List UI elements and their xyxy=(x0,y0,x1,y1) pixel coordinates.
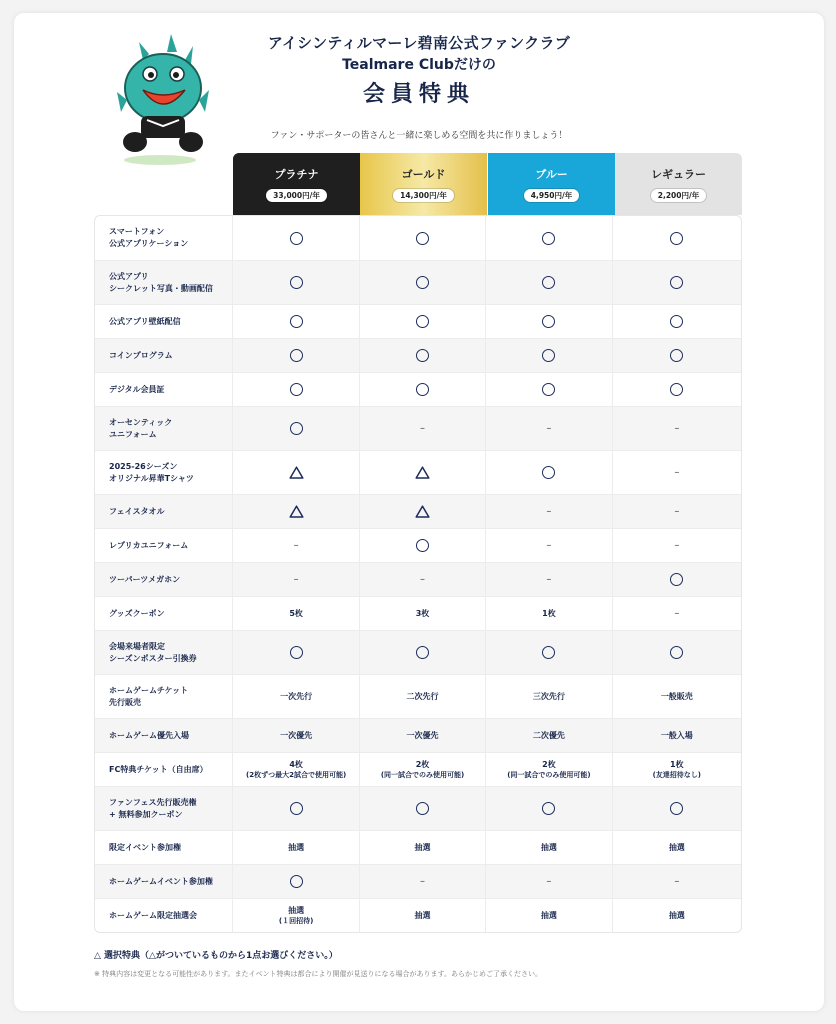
row-label: 限定イベント参加権 xyxy=(95,831,233,864)
table-row xyxy=(95,596,741,630)
cell-platinum xyxy=(233,373,359,406)
cell-platinum xyxy=(233,451,359,494)
cell-regular xyxy=(613,407,741,450)
cell-value: 抽選 xyxy=(668,843,685,852)
tier-price-badge: 4,950円/年 xyxy=(524,189,579,202)
cell-blue xyxy=(486,719,612,752)
tier-header-platinum xyxy=(233,153,360,215)
cell-blue xyxy=(486,865,612,898)
circle-icon xyxy=(542,802,555,815)
circle-icon xyxy=(416,232,429,245)
circle-icon xyxy=(290,232,303,245)
mascot-illustration xyxy=(105,30,220,170)
cell-blue xyxy=(486,787,612,830)
cell-regular xyxy=(613,305,741,338)
row-label: スマートフォン 公式アプリケーション xyxy=(95,216,233,260)
cell-platinum xyxy=(233,675,359,718)
dash-icon: – xyxy=(674,422,680,434)
tier-price-badge: 33,000円/年 xyxy=(266,189,327,202)
cell-note: (同一試合でのみ使用可能) xyxy=(507,771,591,779)
dash-icon: – xyxy=(293,573,299,585)
cell-blue xyxy=(486,373,612,406)
table-row xyxy=(95,406,741,450)
table-row xyxy=(95,830,741,864)
cell-gold xyxy=(360,597,486,630)
table-row xyxy=(95,562,741,596)
row-label: ホームゲーム優先入場 xyxy=(95,719,233,752)
dash-icon: – xyxy=(546,422,552,434)
dash-icon: – xyxy=(546,573,552,585)
cell-platinum xyxy=(233,631,359,674)
row-label: コインプログラム xyxy=(95,339,233,372)
cell-regular xyxy=(613,563,741,596)
cell-note: (１回招待) xyxy=(278,917,314,925)
circle-icon xyxy=(290,276,303,289)
triangle-icon xyxy=(289,466,304,479)
cell-value: 抽選 xyxy=(540,843,557,852)
dash-icon: – xyxy=(674,505,680,517)
circle-icon xyxy=(416,383,429,396)
tier-name: ブルー xyxy=(535,168,568,181)
triangle-icon xyxy=(415,466,430,479)
cell-gold xyxy=(360,216,486,260)
cell-regular xyxy=(613,675,741,718)
row-label: 会場来場者限定 シーズンポスター引換券 xyxy=(95,631,233,674)
table-row xyxy=(95,718,741,752)
row-label: ホームゲームチケット 先行販売 xyxy=(95,675,233,718)
cell-platinum xyxy=(233,899,359,932)
table-row xyxy=(95,674,741,718)
cell-gold xyxy=(360,719,486,752)
row-label: レプリカユニフォーム xyxy=(95,529,233,562)
cell-regular xyxy=(613,529,741,562)
cell-platinum xyxy=(233,865,359,898)
cell-platinum xyxy=(233,787,359,830)
cell-platinum xyxy=(233,719,359,752)
table-row xyxy=(95,450,741,494)
circle-icon xyxy=(670,315,683,328)
cell-blue xyxy=(486,529,612,562)
cell-platinum xyxy=(233,407,359,450)
table-row xyxy=(95,528,741,562)
dash-icon: – xyxy=(546,539,552,551)
tier-price-badge: 2,200円/年 xyxy=(651,189,706,202)
cell-blue xyxy=(486,451,612,494)
cell-value: 二次先行 xyxy=(406,692,439,701)
dash-icon: – xyxy=(674,539,680,551)
cell-gold xyxy=(360,373,486,406)
cell-blue xyxy=(486,563,612,596)
tier-header-regular xyxy=(615,153,742,215)
table-row xyxy=(95,752,741,786)
triangle-icon xyxy=(415,505,430,518)
cell-value: 抽選 xyxy=(540,911,557,920)
cell-gold xyxy=(360,831,486,864)
cell-gold xyxy=(360,675,486,718)
row-label: ホームゲームイベント参加権 xyxy=(95,865,233,898)
subtitle: ファン・サポーターの皆さんと一緒に楽しめる空間を共に作りましょう！ xyxy=(270,131,568,141)
cell-platinum xyxy=(233,216,359,260)
row-label: グッズクーポン xyxy=(95,597,233,630)
table-row xyxy=(95,338,741,372)
cell-value: 1枚 xyxy=(542,609,556,618)
cell-regular xyxy=(613,451,741,494)
dash-icon: – xyxy=(674,875,680,887)
dash-icon: – xyxy=(674,607,680,619)
cell-value: 4枚 xyxy=(289,760,303,769)
cell-platinum xyxy=(233,261,359,304)
cell-blue xyxy=(486,339,612,372)
circle-icon xyxy=(542,646,555,659)
cell-gold xyxy=(360,899,486,932)
circle-icon xyxy=(290,349,303,362)
row-label: FC特典チケット（自由席） xyxy=(95,753,233,786)
cell-value: 3枚 xyxy=(415,609,430,618)
circle-icon xyxy=(416,539,429,552)
tier-name: ゴールド xyxy=(401,168,446,181)
cell-blue xyxy=(486,597,612,630)
table-row xyxy=(95,864,741,898)
cell-blue xyxy=(486,305,612,338)
cell-blue xyxy=(486,216,612,260)
dash-icon: – xyxy=(420,875,426,887)
triangle-icon xyxy=(289,505,304,518)
cell-platinum xyxy=(233,753,359,786)
circle-icon xyxy=(416,802,429,815)
table-row xyxy=(95,304,741,338)
cell-blue xyxy=(486,899,612,932)
cell-regular xyxy=(613,719,741,752)
cell-blue xyxy=(486,753,612,786)
dash-icon: – xyxy=(674,466,680,478)
circle-icon xyxy=(670,573,683,586)
circle-icon xyxy=(416,315,429,328)
cell-value: 二次優先 xyxy=(532,731,565,740)
circle-icon xyxy=(290,315,303,328)
cell-value: 5枚 xyxy=(289,609,303,618)
cell-note: (2枚ずつ最大2試合で使用可能) xyxy=(246,771,347,779)
cell-note: (友達招待なし) xyxy=(652,771,702,779)
tier-name: プラチナ xyxy=(274,168,319,181)
table-row xyxy=(95,898,741,932)
tier-header-blue xyxy=(488,153,615,215)
table-row xyxy=(95,216,741,260)
cell-gold xyxy=(360,787,486,830)
cell-value: 三次先行 xyxy=(532,692,565,701)
cell-gold xyxy=(360,865,486,898)
cell-gold xyxy=(360,451,486,494)
cell-blue xyxy=(486,407,612,450)
circle-icon xyxy=(670,276,683,289)
circle-icon xyxy=(416,349,429,362)
table-row xyxy=(95,786,741,830)
row-label: デジタル会員証 xyxy=(95,373,233,406)
cell-platinum xyxy=(233,495,359,528)
circle-icon xyxy=(670,646,683,659)
cell-platinum xyxy=(233,305,359,338)
circle-icon xyxy=(670,232,683,245)
cell-blue xyxy=(486,631,612,674)
cell-value: 抽選 xyxy=(414,843,431,852)
cell-value: 一次優先 xyxy=(280,731,313,740)
row-label: ファンフェス先行販売権 + 無料参加クーポン xyxy=(95,787,233,830)
circle-icon xyxy=(290,875,303,888)
circle-icon xyxy=(542,466,555,479)
cell-regular xyxy=(613,597,741,630)
cell-value: 抽選 xyxy=(414,911,431,920)
title-club-english: Tealmare Clubだけの xyxy=(342,57,496,73)
circle-icon xyxy=(670,383,683,396)
cell-value: 一次優先 xyxy=(406,731,439,740)
cell-regular xyxy=(613,261,741,304)
cell-platinum xyxy=(233,529,359,562)
cell-gold xyxy=(360,261,486,304)
cell-value: 抽選 xyxy=(668,911,685,920)
circle-icon xyxy=(542,383,555,396)
table-row xyxy=(95,260,741,304)
row-label: 公式アプリ シークレット写真・動画配信 xyxy=(95,261,233,304)
cell-blue xyxy=(486,495,612,528)
circle-icon xyxy=(542,315,555,328)
cell-value: 2枚 xyxy=(415,760,430,769)
cell-regular xyxy=(613,899,741,932)
circle-icon xyxy=(290,646,303,659)
row-label: 2025-26シーズン オリジナル昇華Tシャツ xyxy=(95,451,233,494)
circle-icon xyxy=(670,349,683,362)
cell-blue xyxy=(486,831,612,864)
cell-blue xyxy=(486,261,612,304)
cell-value: 1枚 xyxy=(670,760,684,769)
cell-gold xyxy=(360,753,486,786)
cell-gold xyxy=(360,305,486,338)
page-title: 会員特典 xyxy=(362,82,475,107)
cell-value: 一次先行 xyxy=(280,692,313,701)
title-club-name: アイシンティルマーレ碧南公式ファンクラブ xyxy=(267,34,571,52)
cell-gold xyxy=(360,495,486,528)
disclaimer-note: ※ 特典内容は変更となる可能性があります。またイベント特典は都合により開催が見送りになる場合があります。あらかじめご了承ください。 xyxy=(94,970,542,978)
title-block xyxy=(234,32,604,112)
cell-regular xyxy=(613,495,741,528)
tier-header-gold xyxy=(360,153,487,215)
cell-note: (同一試合でのみ使用可能) xyxy=(380,771,465,779)
cell-value: 抽選 xyxy=(288,906,305,915)
row-label: 公式アプリ壁紙配信 xyxy=(95,305,233,338)
cell-gold xyxy=(360,407,486,450)
tier-name: レギュラー xyxy=(651,168,706,181)
circle-icon xyxy=(542,349,555,362)
cell-gold xyxy=(360,631,486,674)
cell-value: 一般販売 xyxy=(660,692,693,701)
cell-platinum xyxy=(233,597,359,630)
selection-note: △ 選択特典（△がついているものから1点お選びください。） xyxy=(94,951,338,961)
row-label: オーセンティック ユニフォーム xyxy=(95,407,233,450)
cell-regular xyxy=(613,339,741,372)
circle-icon xyxy=(542,276,555,289)
cell-blue xyxy=(486,675,612,718)
circle-icon xyxy=(542,232,555,245)
circle-icon xyxy=(290,422,303,435)
dash-icon: – xyxy=(420,573,426,585)
row-label: フェイスタオル xyxy=(95,495,233,528)
cell-platinum xyxy=(233,831,359,864)
cell-regular xyxy=(613,631,741,674)
cell-platinum xyxy=(233,563,359,596)
row-label: ツーパーツメガホン xyxy=(95,563,233,596)
table-row xyxy=(95,372,741,406)
cell-gold xyxy=(360,339,486,372)
circle-icon xyxy=(416,646,429,659)
dash-icon: – xyxy=(546,875,552,887)
cell-gold xyxy=(360,529,486,562)
cell-regular xyxy=(613,216,741,260)
cell-regular xyxy=(613,831,741,864)
circle-icon xyxy=(670,802,683,815)
cell-value: 2枚 xyxy=(542,760,556,769)
row-label: ホームゲーム限定抽選会 xyxy=(95,899,233,932)
cell-regular xyxy=(613,753,741,786)
tier-price-badge: 14,300円/年 xyxy=(393,189,454,202)
cell-regular xyxy=(613,787,741,830)
dash-icon: – xyxy=(420,422,426,434)
table-row xyxy=(95,494,741,528)
benefits-table xyxy=(94,215,742,933)
cell-value: 抽選 xyxy=(288,843,305,852)
circle-icon xyxy=(290,802,303,815)
circle-icon xyxy=(416,276,429,289)
dash-icon: – xyxy=(293,539,299,551)
cell-platinum xyxy=(233,339,359,372)
cell-value: 一般入場 xyxy=(660,731,693,740)
cell-regular xyxy=(613,865,741,898)
cell-regular xyxy=(613,373,741,406)
dash-icon: – xyxy=(546,505,552,517)
circle-icon xyxy=(290,383,303,396)
table-row xyxy=(95,630,741,674)
cell-gold xyxy=(360,563,486,596)
